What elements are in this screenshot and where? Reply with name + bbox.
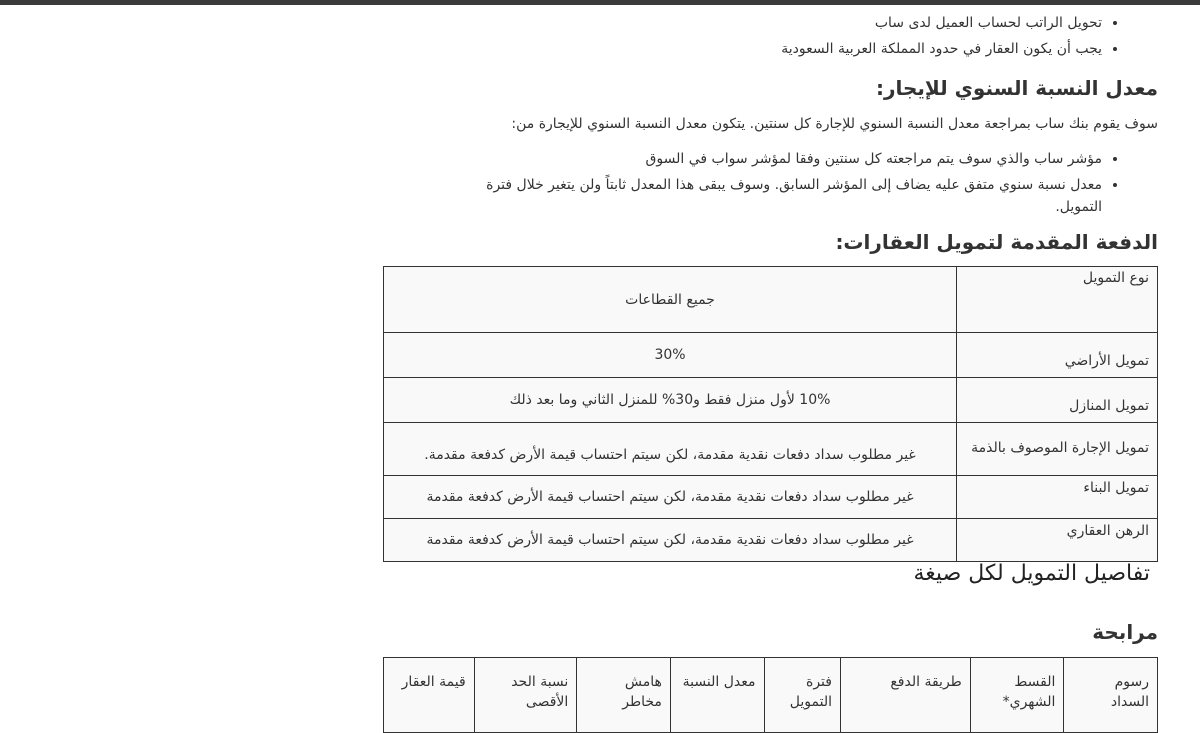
table-cell: 10% لأول منزل فقط و30% للمنزل الثاني وما بعد ذلك	[384, 378, 957, 423]
table-cell: غير مطلوب سداد دفعات نقدية مقدمة، لكن سيتم احتساب قيمة الأرض كدفعة مقدمة	[384, 519, 957, 562]
list-item: • معدل نسبة سنوي متفق عليه يضاف إلى المؤشر السابق. وسوف يبقى هذا المعدل ثابتاً ولن يتغير خلال فترة التمويل.	[437, 174, 1102, 218]
table-cell: نوع التمويل	[957, 267, 1158, 333]
murabaha-table	[383, 657, 1158, 733]
table-cell: تمويل البناء	[957, 476, 1158, 519]
table-cell: جميع القطاعات	[384, 267, 957, 333]
column-header: رسوم السداد	[1064, 658, 1158, 733]
table-cell: تمويل الإجارة الموصوف بالذمة	[957, 423, 1158, 476]
table-cell: تمويل المنازل	[957, 378, 1158, 423]
down-payment-table	[383, 266, 1158, 562]
table-row	[384, 333, 1158, 378]
rate-heading: معدل النسبة السنوي للإيجار:	[875, 76, 1158, 100]
murabaha-heading: مرابحة	[1092, 620, 1158, 644]
column-header: قيمة العقار	[384, 658, 475, 733]
table-cell: غير مطلوب سداد دفعات نقدية مقدمة، لكن سيتم احتساب قيمة الأرض كدفعة مقدمة.	[384, 423, 957, 476]
column-header: القسط الشهري*	[970, 658, 1064, 733]
rate-components-list	[437, 148, 1158, 222]
down-payment-heading: الدفعة المقدمة لتمويل العقارات:	[835, 230, 1158, 254]
list-item: • تحويل الراتب لحساب العميل لدى ساب	[781, 12, 1102, 34]
table-cell: غير مطلوب سداد دفعات نقدية مقدمة، لكن سيتم احتساب قيمة الأرض كدفعة مقدمة	[384, 476, 957, 519]
column-header: معدل النسبة	[670, 658, 764, 733]
financing-details-title: تفاصيل التمويل لكل صيغة	[913, 561, 1150, 586]
list-item: • مؤشر ساب والذي سوف يتم مراجعته كل سنتين وفقا لمؤشر سواب في السوق	[437, 148, 1102, 170]
rate-intro: سوف يقوم بنك ساب بمراجعة معدل النسبة السنوي للإجارة كل سنتين. يتكون معدل النسبة السنوي للإيجارة من:	[511, 116, 1158, 132]
table-cell: الرهن العقاري	[957, 519, 1158, 562]
table-row	[384, 267, 1158, 333]
list-item	[781, 0, 1102, 8]
list-item: • يجب أن يكون العقار في حدود المملكة العربية السعودية	[781, 38, 1102, 60]
table-cell: 30%	[384, 333, 957, 378]
column-header: طريقة الدفع	[840, 658, 970, 733]
table-header-row	[384, 658, 1158, 733]
table-row	[384, 476, 1158, 519]
table-row	[384, 378, 1158, 423]
table-row	[384, 423, 1158, 476]
requirements-list	[781, 0, 1158, 64]
column-header: فترة التمويل	[764, 658, 840, 733]
column-header: هامش مخاطر	[577, 658, 671, 733]
column-header: نسبة الحد الأقصى	[474, 658, 577, 733]
table-row	[384, 519, 1158, 562]
table-cell: تمويل الأراضي	[957, 333, 1158, 378]
